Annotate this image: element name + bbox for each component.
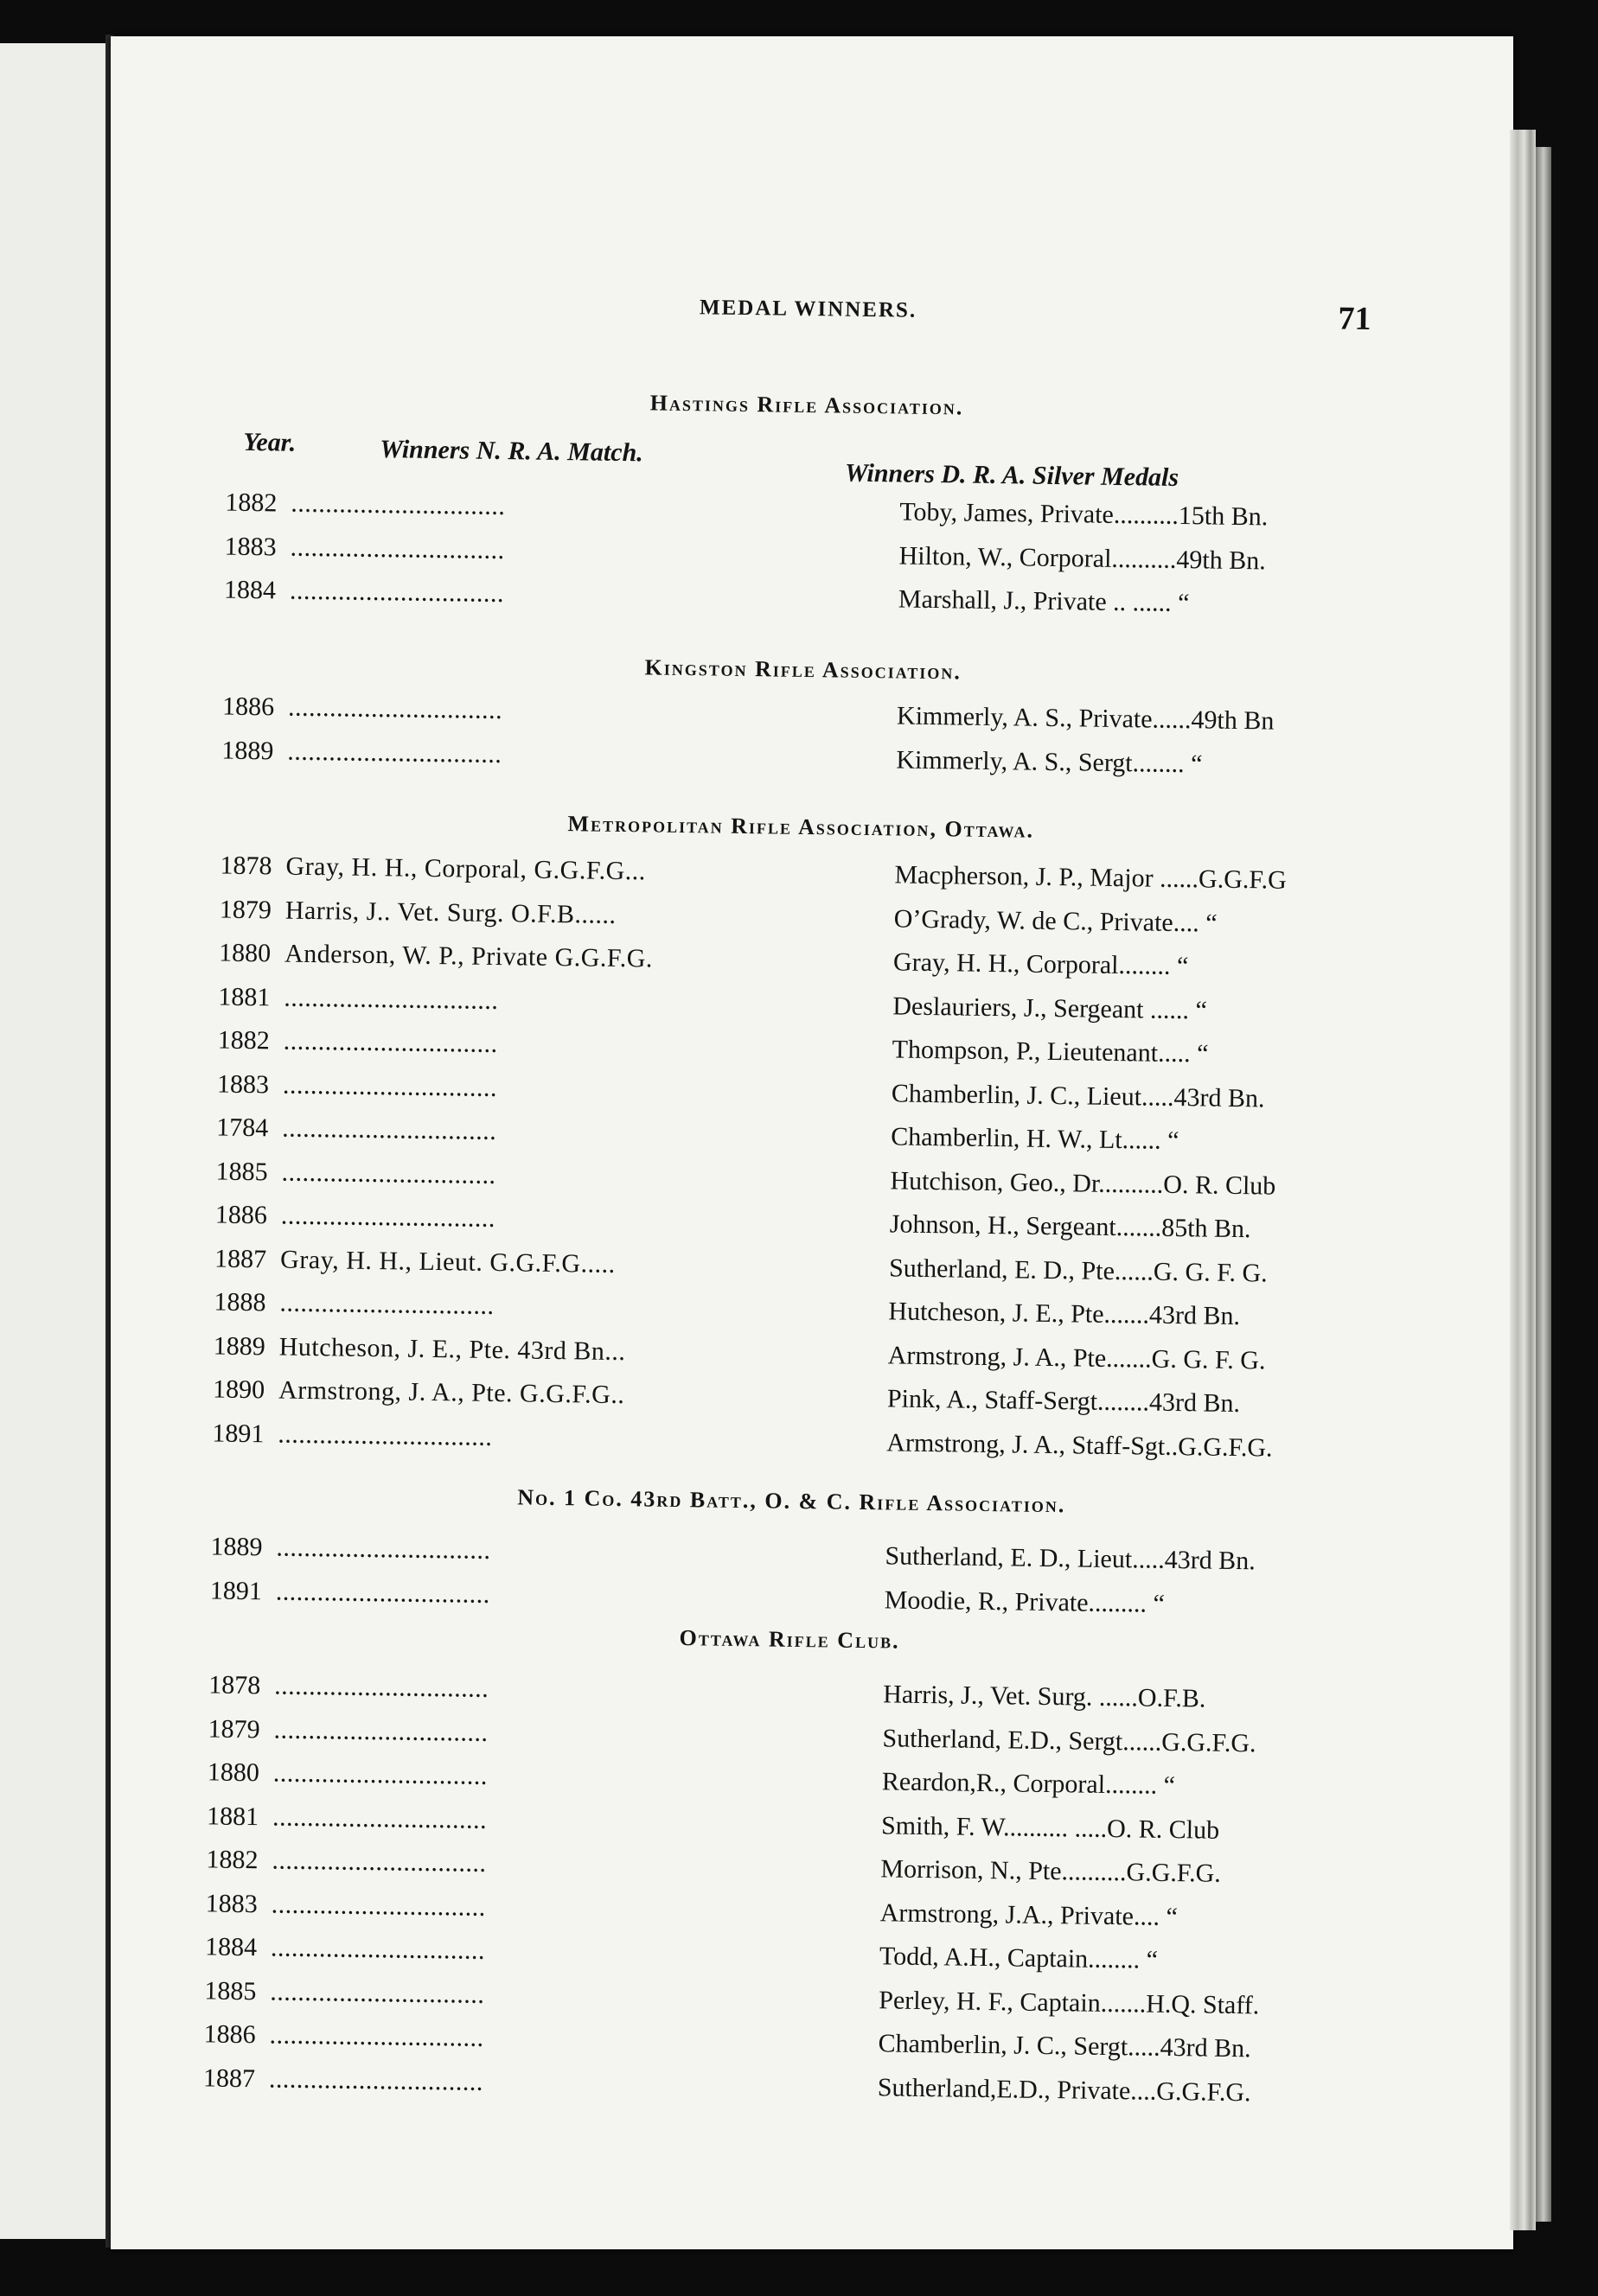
year-cell: 1889: [210, 1532, 263, 1562]
year-cell: 1889: [221, 736, 274, 765]
year-cell: 1882: [225, 488, 278, 518]
nra-winner-cell: Gray, H. H., Lieut. G.G.F.G.....: [279, 1245, 616, 1279]
section-heading: Kingston Rifle Association.: [644, 654, 962, 685]
column-header-year: Year.: [243, 427, 297, 457]
nra-winner-cell: ...............................: [270, 1976, 485, 2009]
dra-winner-cell: Perley, H. F., Captain.......H.Q. Staff.: [879, 1985, 1260, 2019]
nra-winner-cell: Anderson, W. P., Private G.G.F.G.: [284, 939, 654, 973]
year-cell: 1883: [224, 532, 277, 561]
dra-winner-cell: Sutherland, E. D., Pte......G. G. F. G.: [888, 1253, 1268, 1287]
nra-winner-cell: ...............................: [289, 576, 505, 609]
year-cell: 1883: [205, 1888, 259, 1918]
year-cell: 1879: [219, 895, 272, 924]
page-number: 71: [1338, 300, 1371, 338]
dra-winner-cell: Gray, H. H., Corporal........ “: [892, 947, 1189, 981]
dra-winner-cell: Armstrong, J.A., Private.... “: [879, 1897, 1179, 1931]
section-heading: Hastings Rifle Association.: [649, 390, 964, 420]
year-cell: 1878: [220, 851, 272, 881]
nra-winner-cell: ...............................: [290, 533, 505, 564]
dra-winner-cell: Hutchison, Geo., Dr..........O. R. Club: [890, 1165, 1276, 1201]
nra-winner-cell: ...............................: [291, 488, 506, 521]
nra-winner-cell: ...............................: [274, 1671, 489, 1703]
year-cell: 1886: [203, 2019, 256, 2050]
nra-winner-cell: Harris, J.. Vet. Surg. O.F.B......: [284, 896, 617, 929]
year-cell: 1888: [214, 1287, 266, 1317]
nra-winner-cell: ...............................: [283, 1026, 498, 1059]
nra-winner-cell: ...............................: [272, 1802, 488, 1834]
dra-winner-cell: O’Grady, W. de C., Private.... “: [893, 903, 1218, 938]
nra-winner-cell: Hutcheson, J. E., Pte. 43rd Bn...: [278, 1332, 626, 1366]
year-cell: 1879: [208, 1713, 260, 1744]
year-cell: 1878: [208, 1670, 261, 1700]
year-cell: 1886: [214, 1200, 268, 1230]
year-cell: 1889: [213, 1330, 266, 1361]
dra-winner-cell: Sutherland, E. D., Lieut.....43rd Bn.: [885, 1541, 1256, 1576]
nra-winner-cell: ...............................: [271, 1889, 486, 1922]
nra-winner-cell: ...............................: [270, 1933, 486, 1965]
section-heading: No. 1 Co. 43rd Batt., O. & C. Rifle Association.: [517, 1484, 1066, 1518]
nra-winner-cell: ...............................: [268, 2063, 484, 2096]
page-stack-edge: [1510, 130, 1536, 2230]
dra-winner-cell: Thompson, P., Lieutenant..... “: [892, 1035, 1209, 1068]
section-heading: Metropolitan Rifle Association, Ottawa.: [567, 811, 1035, 843]
nra-winner-cell: ...............................: [284, 983, 499, 1015]
year-cell: 1883: [216, 1069, 270, 1099]
year-cell: 1885: [215, 1157, 268, 1186]
nra-winner-cell: ...............................: [275, 1577, 491, 1609]
nra-winner-cell: ...............................: [272, 1758, 489, 1790]
dra-winner-cell: Chamberlin, H. W., Lt...... “: [891, 1122, 1179, 1156]
nra-winner-cell: ...............................: [279, 1288, 495, 1321]
year-cell: 1891: [209, 1575, 263, 1605]
dra-winner-cell: Pink, A., Staff-Sergt........43rd Bn.: [886, 1384, 1241, 1419]
page-content: [80, 27, 1513, 2259]
nra-winner-cell: ...............................: [282, 1070, 498, 1102]
year-cell: 1887: [202, 2063, 256, 2093]
dra-winner-cell: Smith, F. W.......... .....O. R. Club: [880, 1810, 1220, 1845]
year-cell: 1886: [221, 692, 275, 722]
nra-winner-cell: ...............................: [287, 692, 503, 725]
dra-winner-cell: Hutcheson, J. E., Pte.......43rd Bn.: [888, 1297, 1241, 1331]
year-cell: 1882: [217, 1025, 270, 1056]
dra-winner-cell: Armstrong, J. A., Staff-Sgt..G.G.F.G.: [886, 1427, 1273, 1463]
dra-winner-cell: Deslauriers, J., Sergeant ...... “: [892, 991, 1208, 1024]
nra-winner-cell: ...............................: [281, 1158, 496, 1189]
section-heading: Ottawa Rifle Club.: [679, 1625, 900, 1654]
dra-winner-cell: Macpherson, J. P., Major ......G.G.F.G: [894, 860, 1288, 895]
dra-winner-cell: Armstrong, J. A., Pte.......G. G. F. G.: [887, 1340, 1266, 1374]
book-cover-edge: [1536, 147, 1551, 2222]
dra-winner-cell: Kimmerly, A. S., Sergt........ “: [896, 744, 1203, 778]
nra-winner-cell: Armstrong, J. A., Pte. G.G.F.G..: [278, 1375, 625, 1410]
nra-winner-cell: ...............................: [272, 1846, 487, 1878]
dra-winner-cell: Moodie, R., Private......... “: [884, 1585, 1166, 1618]
year-cell: 1880: [207, 1757, 260, 1788]
year-cell: 1881: [206, 1801, 259, 1831]
nra-winner-cell: ...............................: [276, 1533, 491, 1565]
nra-winner-cell: ...............................: [269, 2020, 484, 2052]
dra-winner-cell: Toby, James, Private..........15th Bn.: [899, 497, 1269, 532]
dra-winner-cell: Chamberlin, J. C., Lieut.....43rd Bn.: [891, 1078, 1265, 1113]
year-cell: 1891: [212, 1418, 265, 1448]
column-header-dra: Winners D. R. A. Silver Medals: [844, 458, 1179, 492]
dra-winner-cell: Harris, J., Vet. Surg. ......O.F.B.: [883, 1680, 1206, 1713]
dra-winner-cell: Marshall, J., Private .. ...... “: [898, 584, 1190, 618]
dra-winner-cell: Hilton, W., Corporal..........49th Bn.: [898, 540, 1267, 575]
year-cell: 1884: [223, 575, 277, 605]
year-cell: 1882: [206, 1845, 259, 1875]
nra-winner-cell: ...............................: [278, 1419, 493, 1451]
column-header-nra: Winners N. R. A. Match.: [380, 435, 643, 468]
dra-winner-cell: Johnson, H., Sergeant.......85th Bn.: [889, 1209, 1251, 1244]
year-cell: 1884: [204, 1932, 258, 1962]
year-cell: 1881: [218, 982, 271, 1011]
year-cell: 1890: [212, 1374, 265, 1405]
nra-winner-cell: ...............................: [282, 1113, 497, 1146]
nra-winner-cell: ...............................: [273, 1715, 489, 1747]
dra-winner-cell: Chamberlin, J. C., Sergt.....43rd Bn.: [878, 2029, 1251, 2063]
year-cell: 1885: [204, 1975, 257, 2006]
dra-winner-cell: Reardon,R., Corporal........ “: [881, 1767, 1176, 1801]
nra-winner-cell: ...............................: [287, 737, 502, 769]
dra-winner-cell: Kimmerly, A. S., Private......49th Bn: [896, 701, 1275, 736]
nra-winner-cell: Gray, H. H., Corporal, G.G.F.G...: [285, 851, 647, 886]
year-cell: 1784: [216, 1113, 269, 1143]
running-head: MEDAL WINNERS.: [699, 296, 917, 322]
year-cell: 1887: [214, 1243, 267, 1273]
nra-winner-cell: ...............................: [280, 1201, 496, 1234]
dra-winner-cell: Sutherland, E.D., Sergt......G.G.F.G.: [882, 1723, 1256, 1757]
dra-winner-cell: Sutherland,E.D., Private....G.G.F.G.: [877, 2072, 1251, 2107]
year-cell: 1880: [218, 938, 272, 968]
dra-winner-cell: Morrison, N., Pte..........G.G.F.G.: [880, 1854, 1222, 1888]
dra-winner-cell: Todd, A.H., Captain........ “: [879, 1942, 1159, 1974]
